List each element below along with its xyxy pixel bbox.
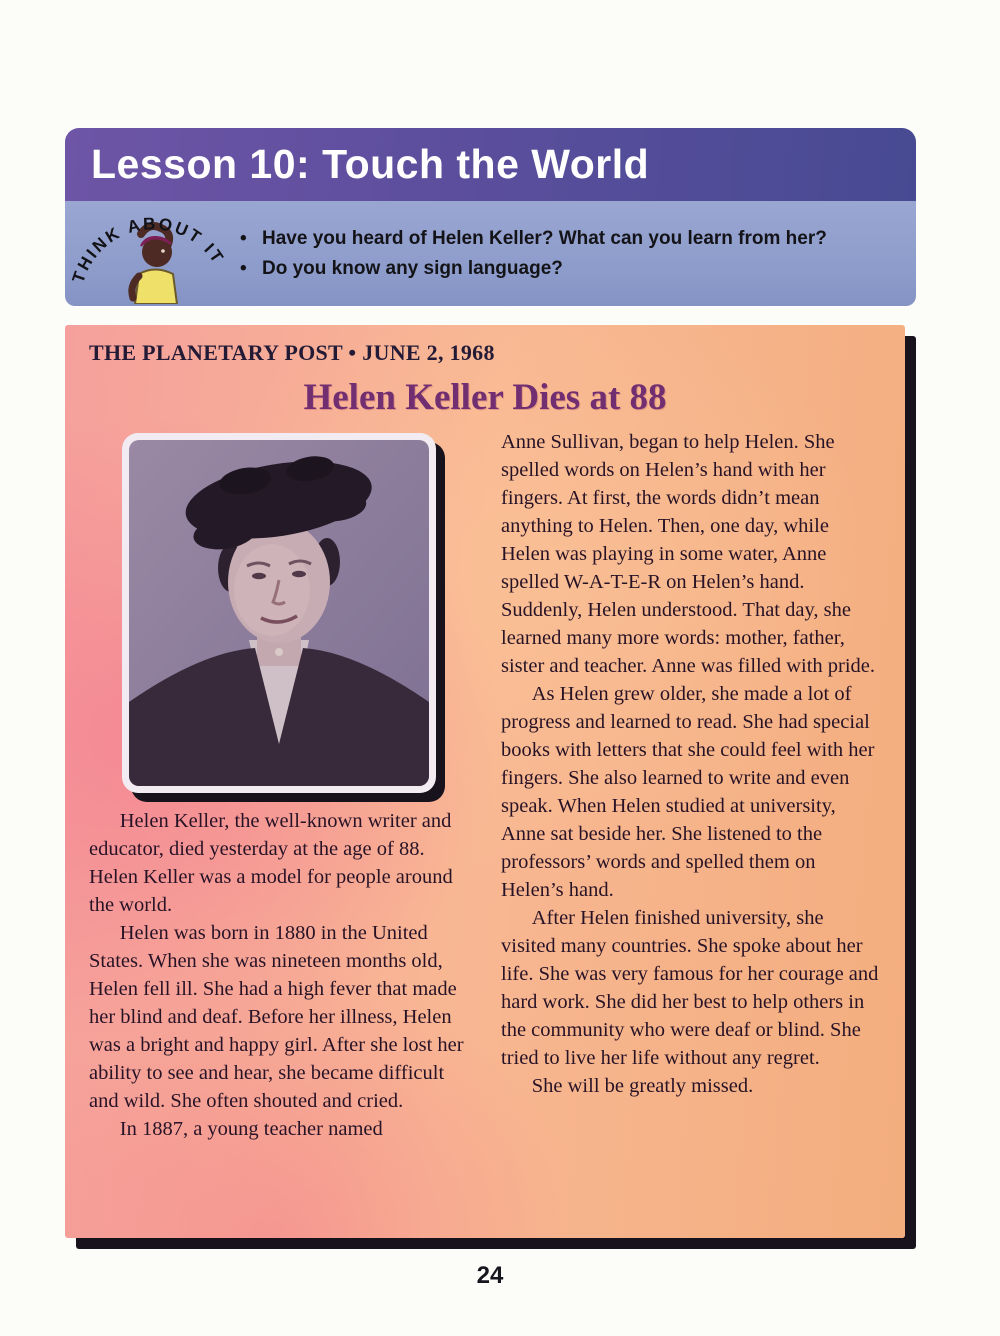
eye-left bbox=[252, 573, 266, 579]
article-paragraph: She will be greatly missed. bbox=[531, 1075, 754, 1097]
article-paragraph: Helen Keller, the well-known writer and educator, died yesterday at the age of 88. Helen Keller was a model for people around the world. bbox=[89, 810, 453, 916]
helen-keller-portrait-photo bbox=[129, 440, 429, 786]
question-item bbox=[240, 224, 827, 254]
think-about-it-badge bbox=[65, 204, 240, 304]
think-about-it-panel bbox=[65, 201, 916, 306]
question-text: Have you heard of Helen Keller? What can you learn from her? bbox=[262, 227, 827, 249]
figure-eye bbox=[161, 249, 165, 253]
page-number: 24 bbox=[476, 1262, 504, 1289]
portrait-photo-frame bbox=[122, 433, 436, 793]
newspaper-masthead: THE PLANETARY POST • JUNE 2, 1968 bbox=[89, 340, 495, 365]
article-paragraph: After Helen finished university, she visited many countries. She spoke about her life. She was very famous for her courage and hard work. She did her best to help others in the community who were deaf or blind. She tried to live her life without any regret. bbox=[501, 907, 879, 1069]
bullet-icon: • bbox=[240, 227, 247, 249]
article-paragraph: In 1887, a young teacher named bbox=[119, 1118, 383, 1140]
think-about-it-icon bbox=[69, 204, 237, 304]
eye-right bbox=[292, 571, 306, 577]
article-paragraph: Helen was born in 1880 in the United States. When she was nineteen months old, Helen fell ill. She had a high fever that made her blind and deaf. Before her illness, Helen was a bright and happy girl. After she lost her ability to see and hear, she became difficult and wild. She often shouted and cried. bbox=[89, 922, 464, 1112]
lesson-title-bar bbox=[65, 128, 916, 201]
article-paragraph: Anne Sullivan, began to help Helen. She spelled words on Helen’s hand with her fingers. At first, the words didn’t mean anything to Helen. Then, one day, while Helen was playing in some water, Anne spelled W-A-T-E-R on Helen’s hand. Suddenly, Helen understood. That day, she learned many more words: mother, father, sister and teacher. Anne was filled with pride. bbox=[501, 431, 876, 677]
article-columns bbox=[89, 428, 881, 1143]
lesson-title: Lesson 10: Touch the World bbox=[91, 141, 650, 187]
article-paragraph: As Helen grew older, she made a lot of progress and learned to read. She had special books with letters that she could feel with her fingers. She also learned to write and even speak. When Helen studied at university, Anne sat beside her. She listened to the professors’ words and spelled them on Helen’s hand. bbox=[501, 683, 875, 901]
question-item bbox=[240, 254, 827, 284]
think-arc-text: THINK ABOUT IT bbox=[68, 213, 228, 285]
bullet-icon: • bbox=[240, 257, 247, 279]
newspaper-card bbox=[65, 325, 905, 1238]
necklace-glint bbox=[275, 648, 283, 656]
question-text: Do you know any sign language? bbox=[262, 257, 563, 279]
article-headline: Helen Keller Dies at 88 bbox=[303, 377, 667, 418]
article-column-right bbox=[501, 428, 881, 1143]
lesson-banner bbox=[65, 128, 916, 306]
question-list bbox=[240, 224, 827, 284]
article-column-left bbox=[89, 428, 469, 1143]
